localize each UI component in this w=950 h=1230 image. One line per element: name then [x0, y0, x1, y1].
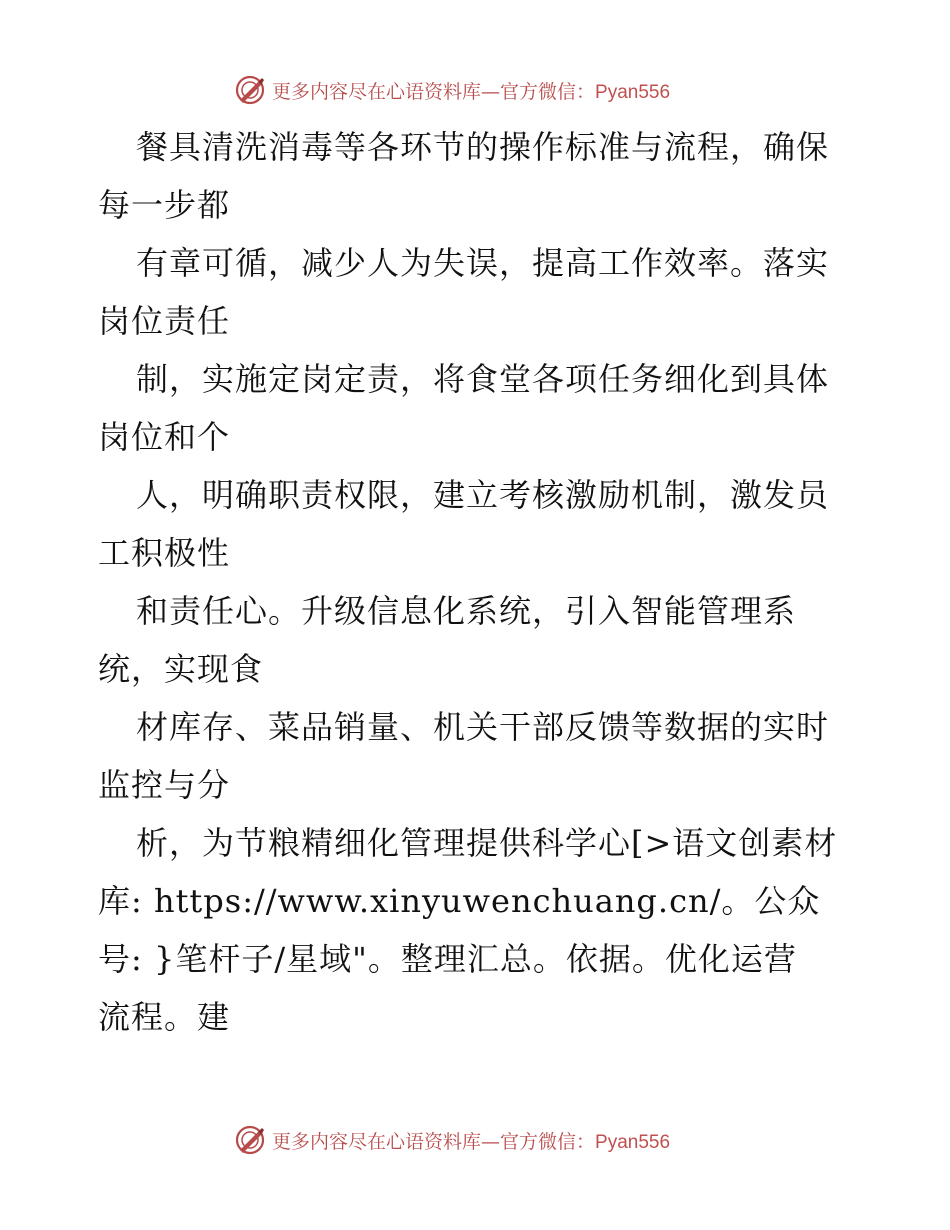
- pen-logo-icon: [234, 74, 266, 106]
- text-line: 监控与分: [98, 766, 231, 804]
- text-line: 析，为节粮精细化管理提供科学心[>语文创素材: [136, 824, 838, 862]
- pen-logo-icon: [234, 1124, 266, 1156]
- text-line: 材库存、菜品销量、机关干部反馈等数据的实时: [136, 708, 830, 746]
- text-line: 每一步都: [98, 186, 231, 224]
- text-line: 岗位和个: [98, 418, 231, 456]
- text-line: 岗位责任: [98, 302, 231, 340]
- text-line: 库: https://www.xinyuwenchuang.cn/。公众: [98, 882, 821, 920]
- text-line: 流程。建: [98, 998, 231, 1036]
- text-line: 号: }笔杆子/星域"。整理汇总。依据。优化运营: [98, 940, 797, 978]
- text-line: 制，实施定岗定责，将食堂各项任务细化到具体: [136, 360, 830, 398]
- header-banner: [234, 72, 670, 108]
- text-line: 统，实现食: [98, 650, 264, 688]
- banner-text: 更多内容尽在心语资料库—官方微信：Pyan556: [272, 1130, 671, 1153]
- text-line: 有章可循，减少人为失误，提高工作效率。落实: [136, 244, 830, 282]
- text-line: 餐具清洗消毒等各环节的操作标准与流程，确保: [136, 128, 830, 166]
- banner-text: 更多内容尽在心语资料库—官方微信：Pyan556: [272, 80, 671, 103]
- footer-banner: [234, 1122, 670, 1158]
- text-line: 人，明确职责权限，建立考核激励机制，激发员: [136, 476, 830, 514]
- document-body: [98, 118, 858, 1046]
- text-line: 和责任心。升级信息化系统，引入智能管理系: [136, 592, 797, 630]
- text-line: 工积极性: [98, 534, 231, 572]
